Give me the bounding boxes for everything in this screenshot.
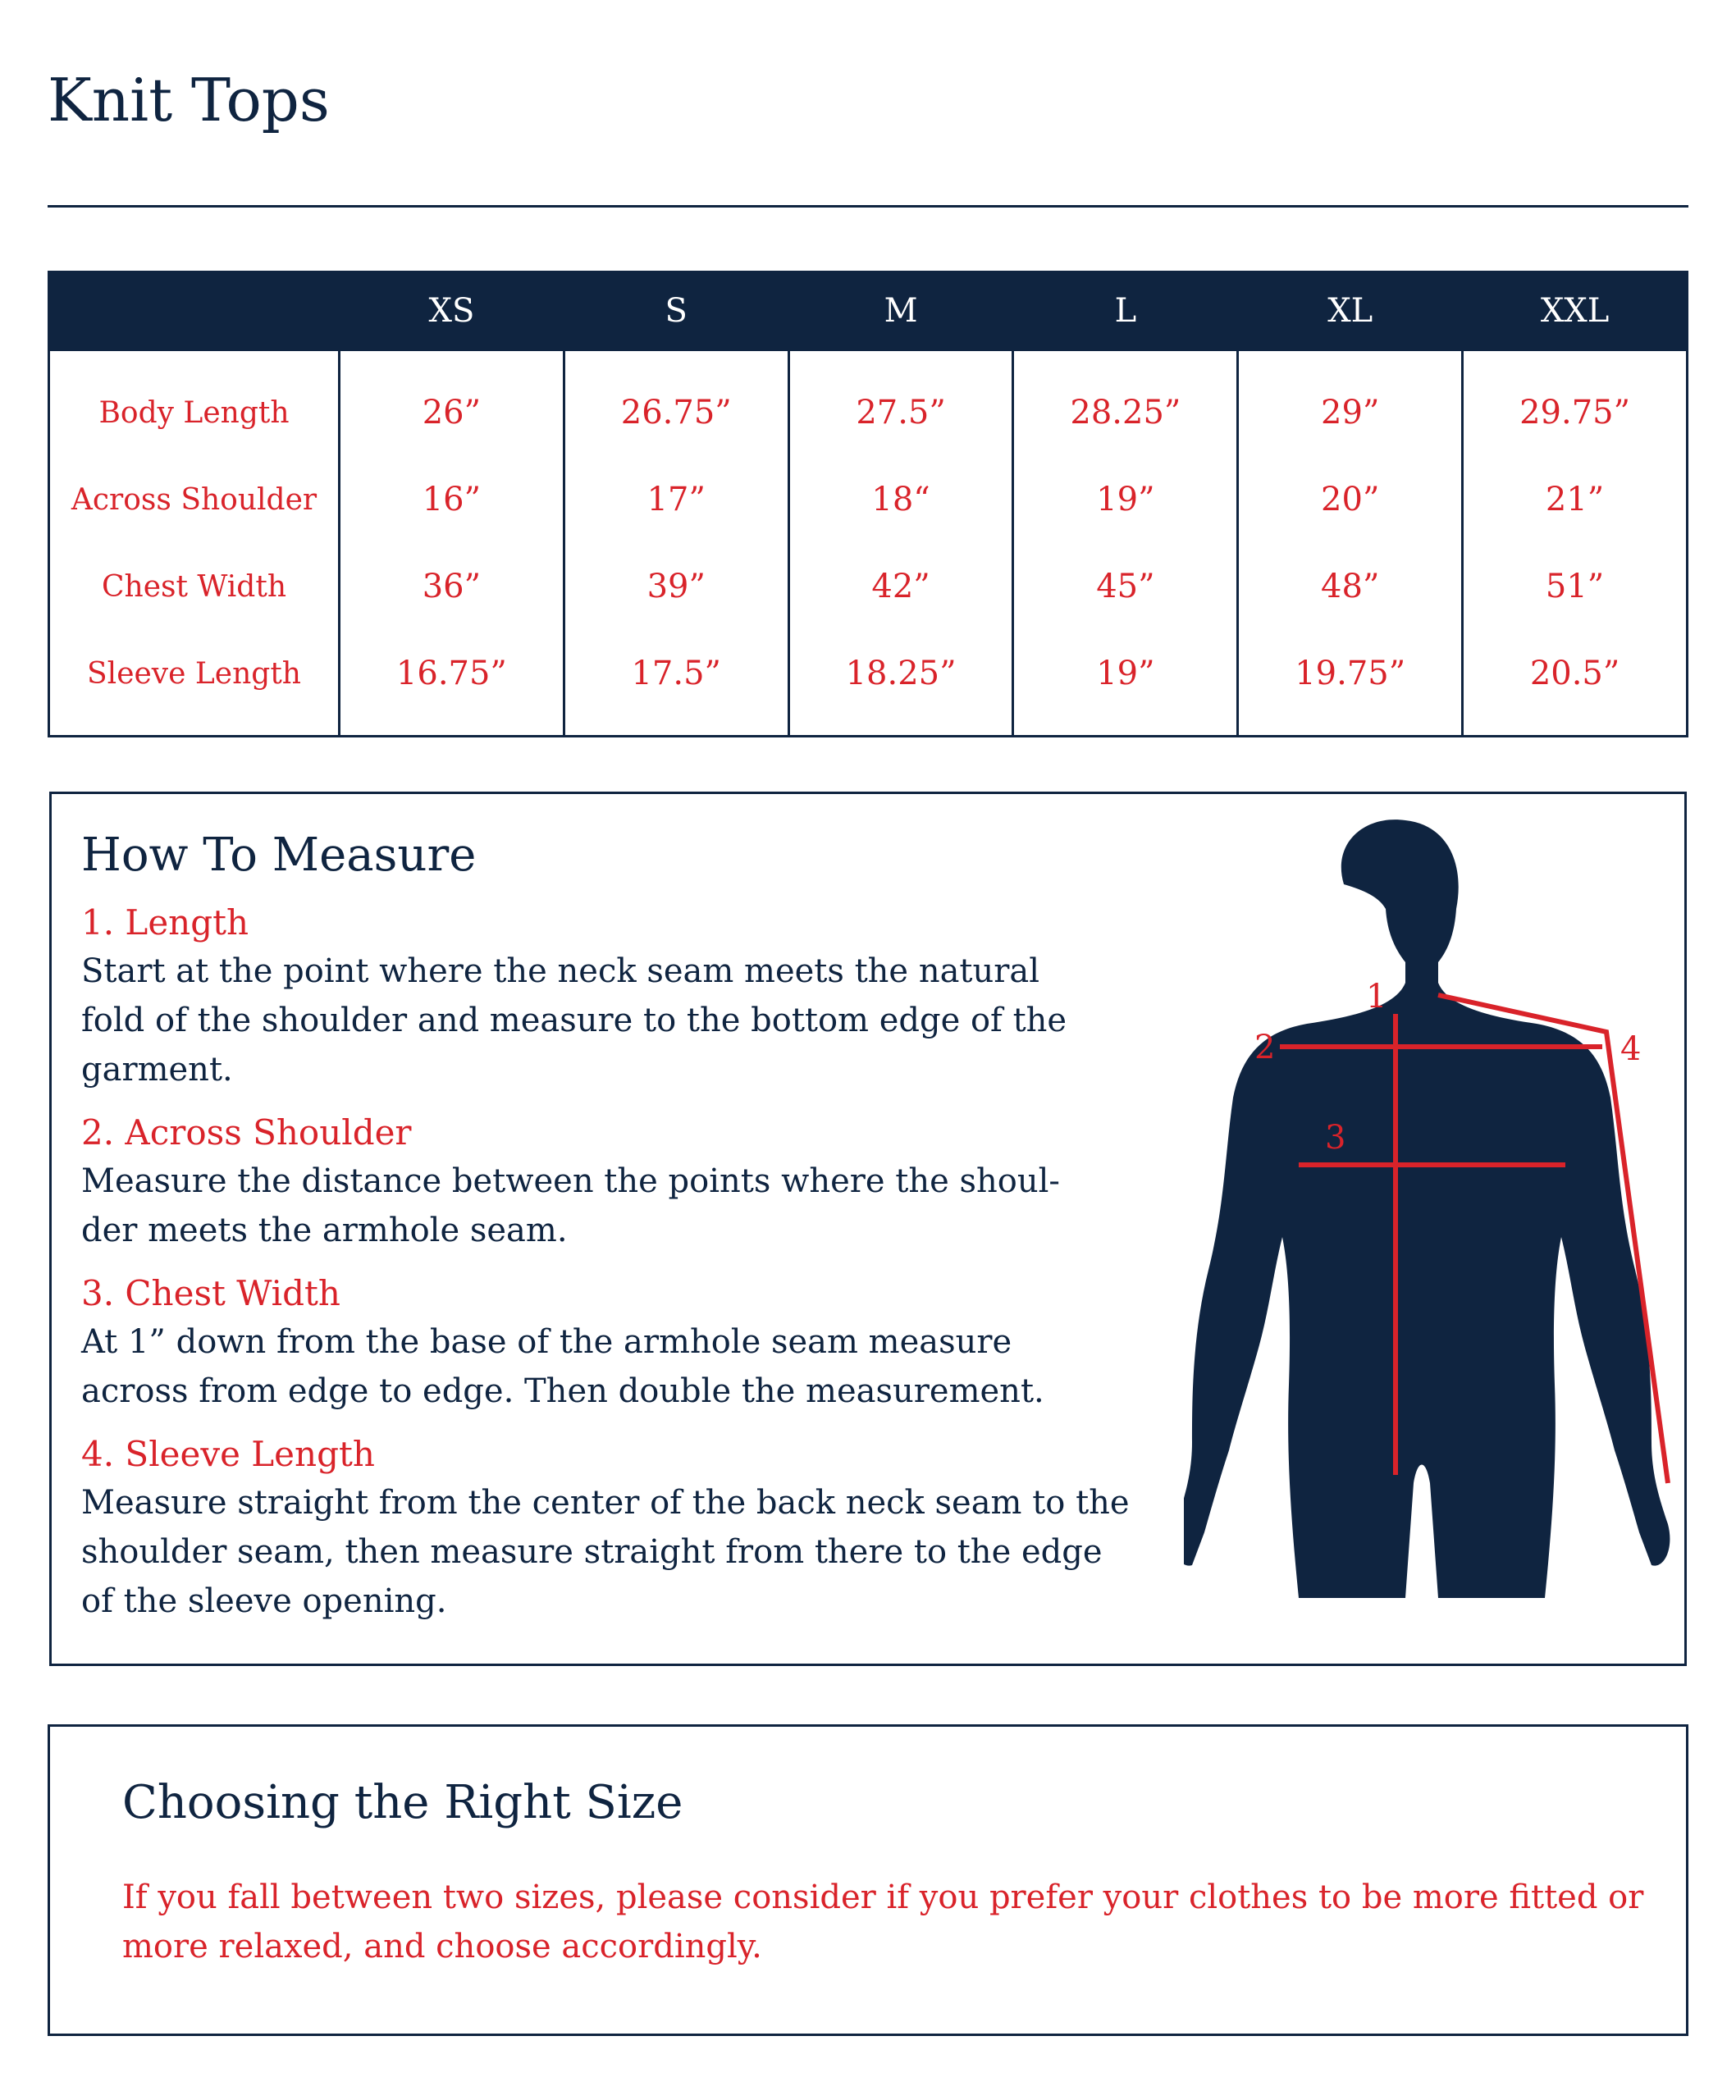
measure-step-sleeve-length <box>81 1431 1148 1626</box>
step-title: 1. Length <box>81 902 249 943</box>
table-cell: 19” <box>1013 630 1238 737</box>
size-header: S <box>564 272 788 350</box>
marker-chest-width: 3 <box>1325 1119 1346 1157</box>
table-cell: 29.75” <box>1463 350 1688 457</box>
step-description: At 1” down from the base of the armhole seam measure across from edge to edge. Then double the measurement. <box>81 1323 1044 1410</box>
table-cell: 20.5” <box>1463 630 1688 737</box>
title-divider <box>48 205 1688 208</box>
table-row <box>49 630 1688 737</box>
size-header: XS <box>340 272 564 350</box>
table-cell: 18.25” <box>788 630 1013 737</box>
measure-step-length <box>81 899 1148 1094</box>
body-measurement-figure <box>1184 810 1676 1631</box>
table-row <box>49 350 1688 457</box>
table-cell: 26.75” <box>564 350 788 457</box>
step-description: Start at the point where the neck seam meets the natural fold of the shoulder and measure to the bottom edge of the garment. <box>81 952 1067 1089</box>
table-cell: 19.75” <box>1238 630 1463 737</box>
size-header: M <box>788 272 1013 350</box>
table-cell: 48” <box>1238 543 1463 630</box>
size-header: L <box>1013 272 1238 350</box>
step-title: 4. Sleeve Length <box>81 1434 375 1474</box>
header-empty-cell <box>49 272 340 350</box>
how-to-measure-panel <box>49 792 1687 1666</box>
step-description: Measure the distance between the points where the shoul- der meets the armhole seam. <box>81 1162 1060 1249</box>
table-cell: 16” <box>340 456 564 543</box>
table-cell: 29” <box>1238 350 1463 457</box>
choosing-size-heading: Choosing the Right Size <box>122 1776 683 1829</box>
measure-steps-list <box>81 899 1148 1641</box>
table-cell: 28.25” <box>1013 350 1238 457</box>
table-cell: 26” <box>340 350 564 457</box>
size-header: XL <box>1238 272 1463 350</box>
how-to-measure-heading: How To Measure <box>81 829 477 882</box>
table-cell: 45” <box>1013 543 1238 630</box>
size-header: XXL <box>1463 272 1688 350</box>
table-cell: 17” <box>564 456 788 543</box>
table-cell: 27.5” <box>788 350 1013 457</box>
table-cell: 39” <box>564 543 788 630</box>
row-label: Body Length <box>49 350 340 457</box>
size-header-row <box>49 272 1688 350</box>
table-row <box>49 543 1688 630</box>
table-cell: 18“ <box>788 456 1013 543</box>
step-title: 2. Across Shoulder <box>81 1112 412 1153</box>
step-title: 3. Chest Width <box>81 1273 340 1313</box>
measure-step-across-shoulder <box>81 1109 1148 1255</box>
table-row <box>49 456 1688 543</box>
table-cell: 17.5” <box>564 630 788 737</box>
row-label: Sleeve Length <box>49 630 340 737</box>
step-description: Measure straight from the center of the back neck seam to the shoulder seam, then measure straight from there to the edge of the sleeve opening. <box>81 1484 1130 1620</box>
table-cell: 16.75” <box>340 630 564 737</box>
size-chart-table <box>48 271 1688 737</box>
table-cell: 42” <box>788 543 1013 630</box>
table-cell: 21” <box>1463 456 1688 543</box>
measure-step-chest-width <box>81 1270 1148 1416</box>
table-cell: 20” <box>1238 456 1463 543</box>
page-title: Knit Tops <box>48 66 330 135</box>
row-label: Chest Width <box>49 543 340 630</box>
table-cell: 19” <box>1013 456 1238 543</box>
marker-sleeve-length: 4 <box>1620 1030 1642 1068</box>
table-cell: 51” <box>1463 543 1688 630</box>
choosing-size-body: If you fall between two sizes, please consider if you prefer your clothes to be more fitted or more relaxed, and choose accordingly. <box>122 1879 1644 1965</box>
marker-length: 1 <box>1366 978 1387 1016</box>
choosing-size-panel <box>48 1724 1688 2036</box>
marker-across-shoulder: 2 <box>1254 1029 1276 1066</box>
row-label: Across Shoulder <box>49 456 340 543</box>
torso-silhouette-icon <box>1184 819 1670 1598</box>
table-cell: 36” <box>340 543 564 630</box>
